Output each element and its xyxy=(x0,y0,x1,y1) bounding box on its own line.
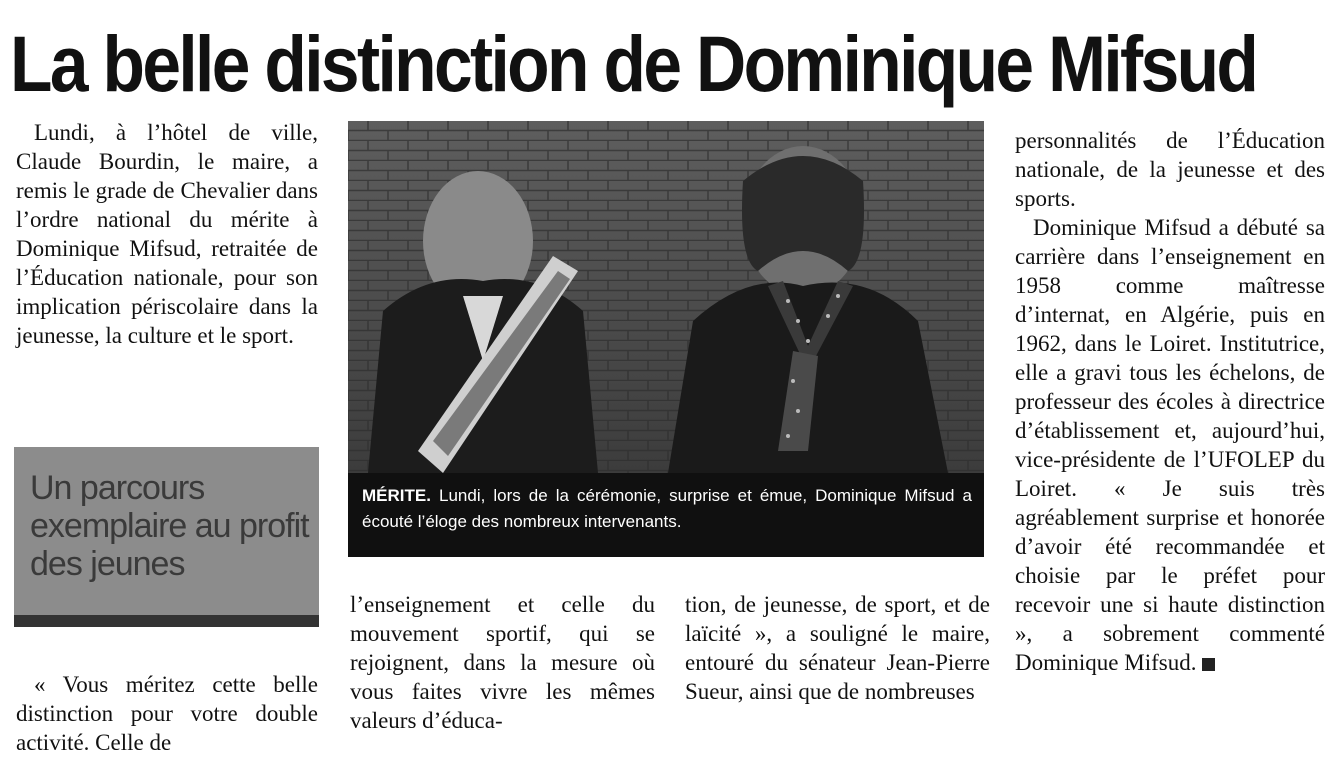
body-text-right-paragraph xyxy=(1015,213,1325,677)
caption-lead: MÉRITE. xyxy=(362,486,431,505)
photo-frame xyxy=(348,121,984,557)
headline: La belle distinction de Dominique Mifsud xyxy=(10,19,1257,108)
body-column-middle-b xyxy=(685,590,990,706)
caption-text: Lundi, lors de la cérémonie, surprise et émue, Dominique Mifsud a écouté l’éloge des nombreux intervenants. xyxy=(362,486,972,531)
photo-caption xyxy=(362,483,972,535)
body-text-middle-a: l’enseignement et celle du mouvement sportif, qui se rejoignent, dans la mesure où vous faites vivre les mêmes valeurs d’éduca- xyxy=(350,592,655,733)
body-text-right-continuation: personnalités de l’Éducation nationale, de la jeunesse et des sports. xyxy=(1015,128,1325,211)
intro-text: Lundi, à l’hôtel de ville, Claude Bourdin, le maire, a remis le grade de Chevalier dans l’ordre national du mérite à Dominique Mifsud, retraitée de l’Éducation nationale, pour son implication périscolaire dans la jeunesse, la culture et le sport. xyxy=(16,120,318,348)
subheading-box xyxy=(14,447,319,627)
body-text-right: Dominique Mifsud a débuté sa carrière dans l’enseignement en 1958 comme maîtresse d’internat, en Algérie, puis en 1962, dans le Loiret. Institutrice, elle a gravi tous les échelons, de professeur des écoles à directrice d’établissement et, aujourd’hui, vice-présidente de l’UFOLEP du Loiret. « Je suis très agréablement surprise et honorée d’avoir été recommandée et choisie par le préfet pour recevoir une si haute distinction », a sobrement commenté Dominique Mifsud. xyxy=(1015,215,1325,675)
ceremony-photo xyxy=(348,121,984,473)
end-of-article-icon xyxy=(1202,658,1215,671)
body-column-right xyxy=(1015,126,1325,677)
body-text-left: « Vous méritez cette belle distinction pour votre double activité. Celle de xyxy=(16,672,318,755)
intro-paragraph xyxy=(16,118,318,350)
subheading-bar xyxy=(14,615,319,627)
body-text-middle-b: tion, de jeunesse, de sport, et de laïcité », a souligné le maire, entouré du sénateur Jean-Pierre Sueur, ainsi que de nombreuses xyxy=(685,592,990,704)
body-column-middle-a xyxy=(350,590,655,735)
ceremony-photo-illustration xyxy=(348,121,984,473)
subheading-text: Un parcours exemplaire au profit des jeunes xyxy=(30,469,309,583)
body-column-left xyxy=(16,670,318,757)
